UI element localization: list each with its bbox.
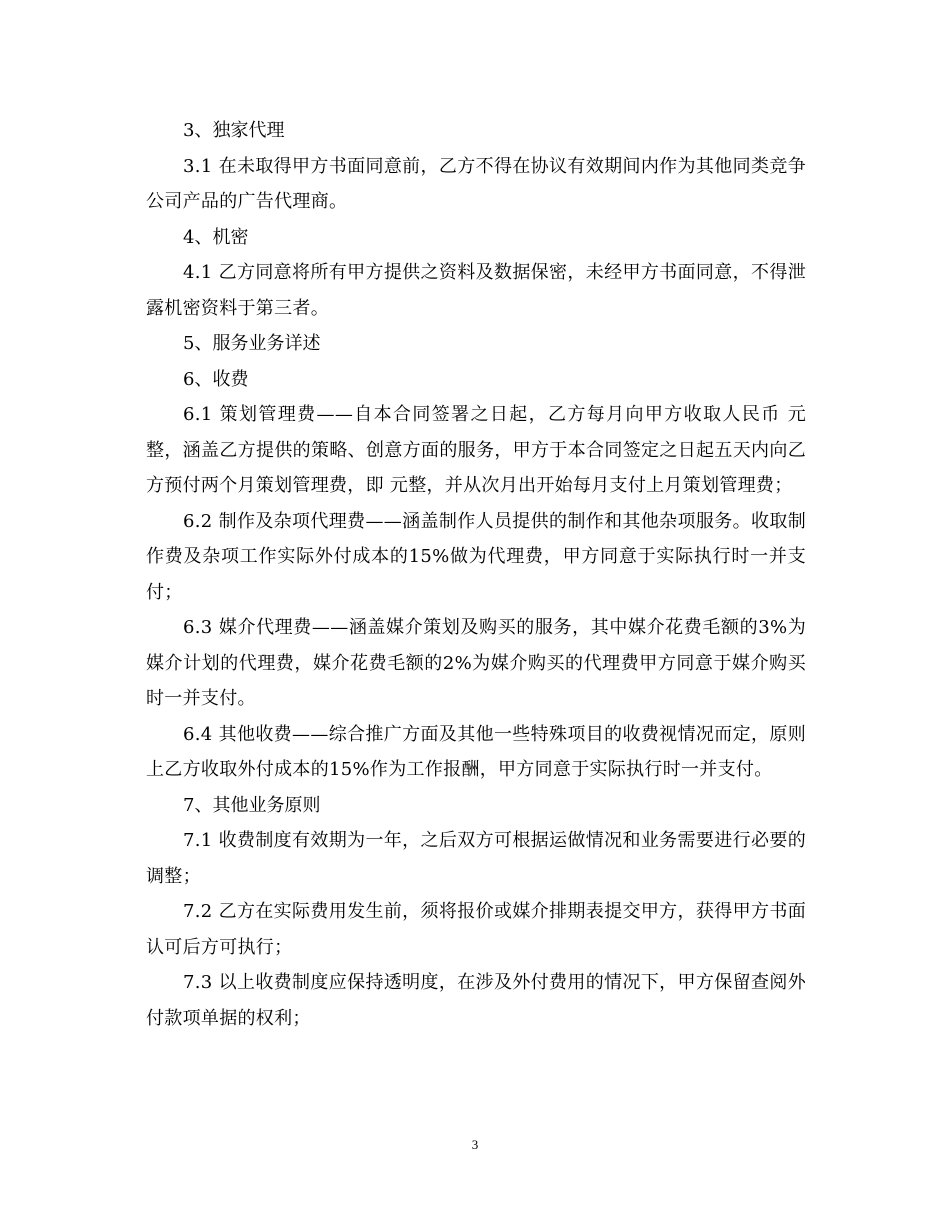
section-heading: 3、独家代理 — [183, 120, 285, 141]
clause-paragraph: 6.2 制作及杂项代理费——涵盖制作人员提供的制作和其他杂项服务。收取制作费及杂项工作实际外付成本的15%做为代理费，甲方同意于实际执行时一并支付； — [146, 510, 806, 603]
clause-paragraph: 3.1 在未取得甲方书面同意前，乙方不得在协议有效期间内作为其他同类竞争公司产品的广告代理商。 — [146, 155, 806, 212]
clause-paragraph: 4.1 乙方同意将所有甲方提供之资料及数据保密，未经甲方书面同意，不得泄露机密资料于第三者。 — [146, 262, 806, 319]
section-heading: 5、服务业务详述 — [183, 333, 321, 354]
section-heading: 6、收费 — [183, 368, 249, 390]
clause-paragraph: 7.1 收费制度有效期为一年，之后双方可根据运做情况和业务需要进行必要的调整； — [146, 830, 806, 887]
section-heading: 7、其他业务原则 — [183, 794, 321, 816]
clause-paragraph: 6.3 媒介代理费——涵盖媒介策划及购买的服务，其中媒介花费毛额的3%为媒介计划的代理费，媒介花费毛额的2%为媒介购买的代理费甲方同意于媒介购买时一并支付。 — [146, 617, 806, 709]
document-body — [146, 113, 806, 1036]
section-heading: 4、机密 — [183, 226, 249, 248]
clause-paragraph: 6.1 策划管理费——自本合同签署之日起，乙方每月向甲方收取人民币 元整，涵盖乙方提供的策略、创意方面的服务，甲方于本合同签定之日起五天内向乙方预付两个月策划管理费，即 元整，并从次月出开始每月支付上月策划管理费； — [146, 404, 806, 496]
clause-paragraph: 7.2 乙方在实际费用发生前，须将报价或媒介排期表提交甲方，获得甲方书面认可后方可执行； — [146, 901, 806, 958]
clause-paragraph: 6.4 其他收费——综合推广方面及其他一些特殊项目的收费视情况而定，原则上乙方收取外付成本的15%作为工作报酬，甲方同意于实际执行时一并支付。 — [146, 723, 806, 780]
clause-paragraph: 7.3 以上收费制度应保持透明度，在涉及外付费用的情况下，甲方保留查阅外付款项单据的权利； — [146, 972, 806, 1029]
page-number: 3 — [471, 1137, 479, 1152]
